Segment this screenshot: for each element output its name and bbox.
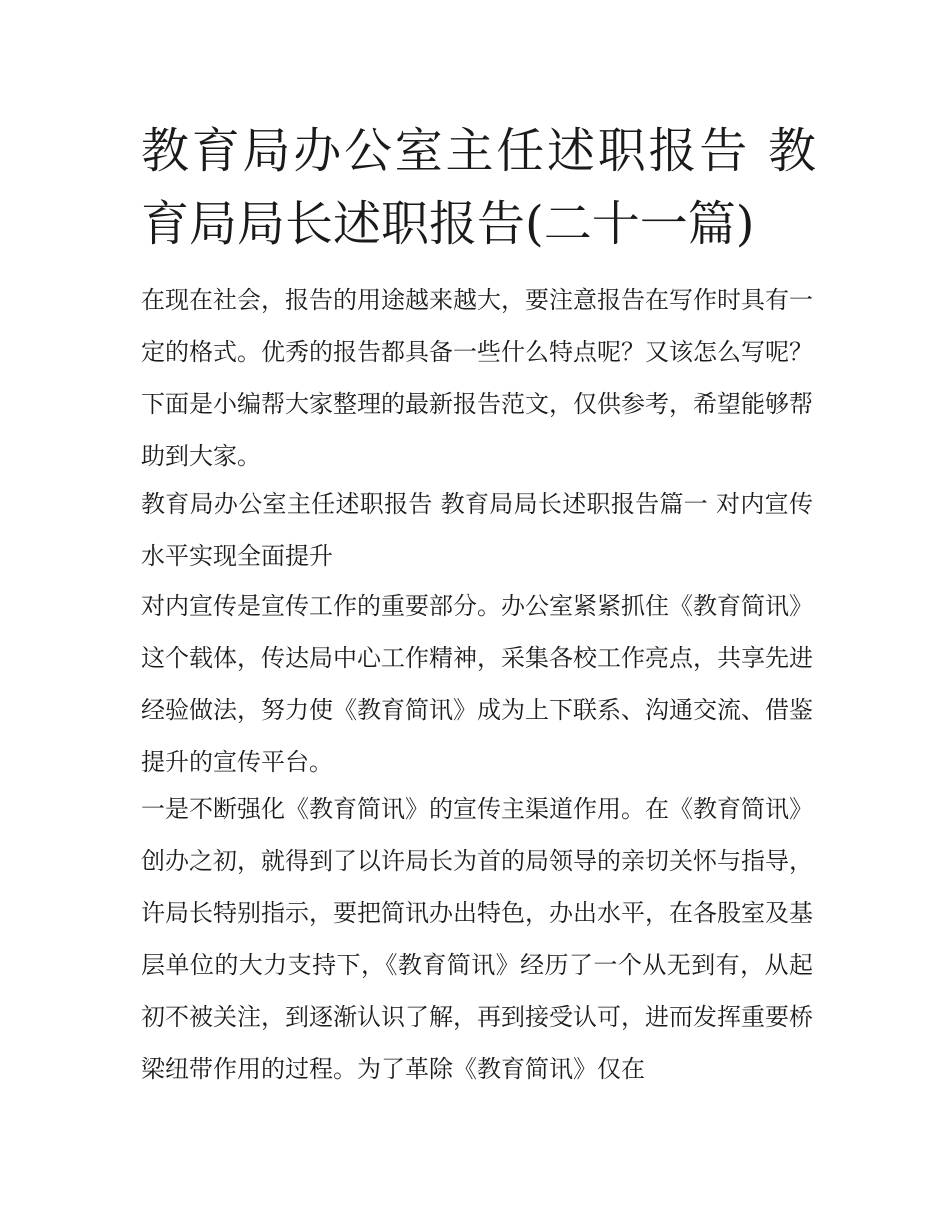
newsletter-role-paragraph: 一是不断强化《教育简讯》的宣传主渠道作用。在《教育简讯》创办之初，就得到了以许局长为首的局领导的亲切关怀与指导，许局长特别指示，要把简讯办出特色，办出水平，在各股室及基层单位的大力支持下，《教育简讯》经历了一个从无到有，从起初不被关注，到逐渐认识了解，再到接受认可，进而发挥重要桥梁纽带作用的过程。为了革除《教育简讯》仅在 xyxy=(141,795,813,1083)
intro-paragraph: 在现在社会，报告的用途越来越大，要注意报告在写作时具有一定的格式。优秀的报告都具备一些什么特点呢？又该怎么写呢？下面是小编帮大家整理的最新报告范文，仅供参考，希望能够帮助到大家。 xyxy=(141,286,813,470)
section-heading-paragraph: 教育局办公室主任述职报告 教育局局长述职报告篇一 对内宣传水平实现全面提升 xyxy=(141,490,813,570)
document-title: 教育局办公室主任述职报告 教育局局长述职报告(二十一篇) xyxy=(141,123,816,252)
internal-publicity-paragraph: 对内宣传是宣传工作的重要部分。办公室紧紧抓住《教育简讯》这个载体，传达局中心工作精神，采集各校工作亮点，共享先进经验做法，努力使《教育简讯》成为上下联系、沟通交流、借鉴提升的宣传平台。 xyxy=(141,592,813,776)
